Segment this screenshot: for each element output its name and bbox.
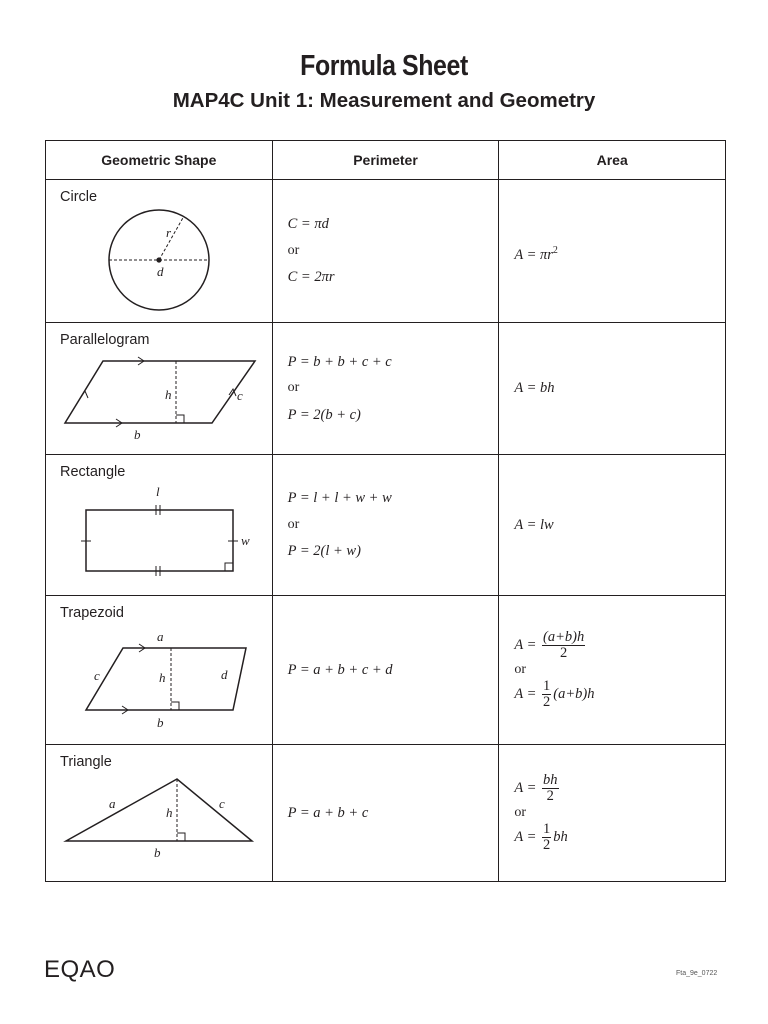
area-cell-parallelogram [499, 323, 726, 455]
label-c: c [94, 668, 100, 683]
label-h: h [166, 805, 173, 820]
label-h: h [159, 670, 166, 685]
perimeter-formula: P = l + l + w + w [287, 490, 392, 507]
table-row [46, 180, 726, 323]
shape-name: Rectangle [60, 464, 126, 480]
fraction: $\frac{1}{2}$ [543, 678, 551, 711]
document-code: Fta_9e_0722 [676, 970, 718, 977]
perimeter-cell-trapezoid [272, 596, 499, 745]
formula-table [45, 140, 726, 882]
perimeter-formula: P = 2(l + w) [287, 543, 361, 560]
or-text: or [514, 805, 527, 820]
shape-cell-parallelogram [46, 323, 273, 455]
column-header-perimeter: Perimeter [272, 141, 499, 180]
table-header-row [46, 141, 726, 180]
perimeter-formula: C = πd [287, 216, 329, 233]
triangle-diagram [46, 745, 272, 882]
or-text: or [287, 516, 300, 532]
label-b: b [154, 845, 161, 860]
label-c: c [237, 388, 243, 403]
perimeter-formula: P = 2(b + c) [287, 406, 361, 423]
circle-diagram [46, 180, 272, 323]
eqao-logo: EQAO [44, 956, 116, 983]
area-formula: A = bh [514, 380, 555, 397]
area-cell-triangle [499, 745, 726, 882]
shape-name: Trapezoid [60, 605, 124, 621]
label-h: h [165, 387, 172, 402]
perimeter-formula: P = b + b + c + c [287, 353, 392, 370]
fraction: $\frac{bh}{2}$ [543, 771, 558, 804]
or-text: or [287, 242, 300, 258]
perimeter-cell-circle [272, 180, 499, 323]
label-d: d [157, 264, 164, 279]
parallelogram-diagram [46, 323, 272, 455]
area-cell-trapezoid [499, 596, 726, 745]
label-r: r [166, 225, 172, 240]
perimeter-cell-parallelogram [272, 323, 499, 455]
or-text: or [514, 662, 527, 677]
shape-name: Triangle [60, 754, 112, 770]
area-cell-rectangle [499, 455, 726, 596]
area-formula: $A = \pi r^2$ [514, 244, 558, 263]
label-a: a [157, 629, 164, 644]
page-subtitle: MAP4C Unit 1: Measurement and Geometry [172, 89, 596, 112]
shape-name: Parallelogram [60, 332, 150, 348]
column-header-area: Area [499, 141, 726, 180]
trapezoid-diagram [46, 596, 272, 745]
area-cell-circle [499, 180, 726, 323]
column-header-shape: Geometric Shape [46, 141, 273, 180]
table-row [46, 323, 726, 455]
perimeter-cell-rectangle [272, 455, 499, 596]
shape-cell-trapezoid [46, 596, 273, 745]
label-b: b [157, 715, 164, 730]
area-formula: A = $\frac{bh}{2}$ [514, 771, 558, 804]
perimeter-formula: P = a + b + c + d [287, 661, 393, 678]
rectangle-diagram [46, 455, 272, 596]
table-row [46, 455, 726, 596]
area-formula: A = lw [514, 516, 554, 533]
shape-cell-rectangle [46, 455, 273, 596]
perimeter-formula: C = 2πr [287, 269, 335, 286]
label-a: a [109, 796, 116, 811]
page-title: Formula Sheet [300, 50, 468, 82]
label-b: b [134, 427, 141, 442]
label-w: w [241, 533, 250, 548]
area-formula: A = $\frac{(a+b)h}{2}$ [514, 628, 585, 661]
shape-name: Circle [60, 189, 98, 205]
table-row [46, 596, 726, 745]
label-l: l [156, 484, 160, 499]
area-formula: A = $\frac{1}{2}$ (a+b)h [514, 678, 595, 711]
perimeter-cell-triangle [272, 745, 499, 882]
fraction: $\frac{1}{2}$ [543, 821, 551, 854]
or-text: or [287, 380, 300, 396]
shape-cell-circle [46, 180, 273, 323]
area-formula: A = $\frac{1}{2}$ bh [514, 821, 568, 854]
table-row [46, 745, 726, 882]
label-d: d [221, 667, 228, 682]
fraction: $\frac{(a+b)h}{2}$ [543, 628, 585, 661]
shape-cell-triangle [46, 745, 273, 882]
perimeter-formula: P = a + b + c [287, 804, 369, 821]
label-c: c [219, 796, 225, 811]
